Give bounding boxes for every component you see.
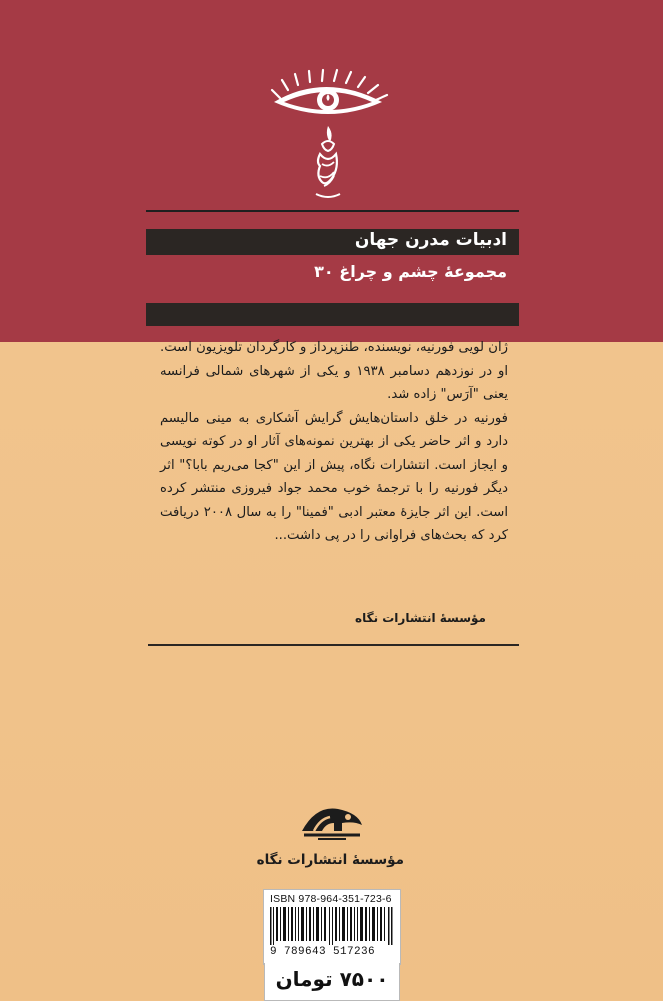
- bottom-divider: [148, 644, 519, 646]
- negah-logo-icon: [296, 801, 368, 843]
- dark-divider-bar: [146, 303, 519, 326]
- barcode-digits: 9 789643 517236: [270, 946, 376, 958]
- price-label: ۷۵۰۰ تومان: [275, 967, 389, 991]
- isbn-number: ISBN 978-964-351-723-6: [270, 893, 392, 905]
- blurb-publisher-signature: مؤسسهٔ انتشارات نگاه: [355, 611, 486, 625]
- series-title: ادبیات مدرن جهان: [354, 230, 507, 250]
- price-sticker: [264, 963, 400, 1001]
- series-title-bar: [146, 229, 519, 255]
- top-divider: [146, 210, 519, 212]
- publisher-name: مؤسسهٔ انتشارات نگاه: [256, 852, 404, 868]
- eye-and-lamp-icon: [270, 68, 390, 208]
- blurb-paragraph: ژان لویی فورنیه، نویسنده، طنزپرداز و کارگردان تلویزیون است. او در نوزدهم دسامبر ۱۹۳۸ و یکی از شهرهای شمالی فرانسه یعنی "آرَس" زاده شد.: [160, 340, 508, 402]
- barcode-icon: [270, 907, 394, 945]
- isbn-sticker: [263, 889, 401, 965]
- blurb-paragraph: فورنیه در خلق داستان‌هایش گرایش آشکاری به مینی مالیسم دارد و اثر حاضر یکی از بهترین نمونه‌های آثار او در کوته نویسی و ایجاز است. انتشارات نگاه، پیش از این "کجا می‌ریم بابا؟" اثر دیگر فورنیه را با ترجمهٔ خوب محمد جواد فیروزی منتشر کرده است. این اثر جایزهٔ معتبر ادبی "فمینا" را به سال ۲۰۰۸ دریافت کرد که بحث‌های فراوانی را در پی داشت...: [160, 410, 509, 543]
- back-cover-blurb: [160, 336, 508, 548]
- series-subtitle: مجموعهٔ چشم و چراغ ۳۰: [314, 262, 507, 281]
